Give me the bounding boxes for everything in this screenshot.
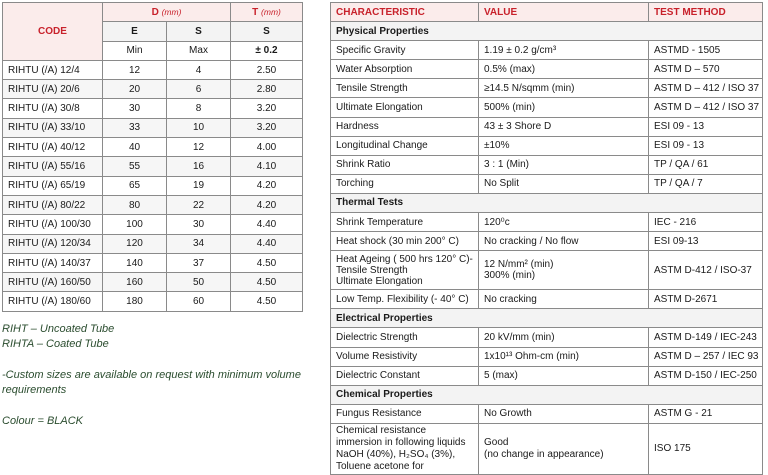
table-row xyxy=(331,347,763,366)
e-min-cell: 120 xyxy=(103,234,167,253)
code-cell: RIHTU (/A) 65/19 xyxy=(3,176,103,195)
characteristic-cell: Volume Resistivity xyxy=(331,347,479,366)
section-thermal: Thermal Tests xyxy=(331,193,763,212)
characteristic-cell: Specific Gravity xyxy=(331,41,479,60)
characteristic-cell: Water Absorption xyxy=(331,60,479,79)
header-value: VALUE xyxy=(479,3,649,22)
test-method-cell: TP / QA / 61 xyxy=(649,155,763,174)
heat-ageing-method: ASTM D-412 / ISO-37 xyxy=(649,251,763,290)
code-cell: RIHTU (/A) 180/60 xyxy=(3,292,103,311)
s-max-cell: 8 xyxy=(167,99,231,118)
characteristic-cell: Dielectric Constant xyxy=(331,366,479,385)
low-temp-method: ASTM D-2671 xyxy=(649,290,763,309)
table-row xyxy=(331,213,763,232)
table-row xyxy=(331,423,763,474)
limit-max: Max xyxy=(167,41,231,60)
d-header: D (mm) xyxy=(103,3,231,22)
characteristic-cell: Ultimate Elongation xyxy=(331,98,479,117)
t-cell: 3.20 xyxy=(231,118,303,137)
low-temp-characteristic: Low Temp. Flexibility (- 40° C) xyxy=(331,290,479,309)
value-cell: 0.5% (max) xyxy=(479,60,649,79)
e-min-cell: 80 xyxy=(103,195,167,214)
value-cell: 20 kV/mm (min) xyxy=(479,328,649,347)
value-cell: ≥14.5 N/sqmm (min) xyxy=(479,79,649,98)
table-row xyxy=(3,99,303,118)
characteristic-cell: Dielectric Strength xyxy=(331,328,479,347)
section-chemical: Chemical Properties xyxy=(331,385,763,404)
value-cell: 500% (min) xyxy=(479,98,649,117)
t-cell: 4.20 xyxy=(231,176,303,195)
table-row xyxy=(3,273,303,292)
s-max-cell: 22 xyxy=(167,195,231,214)
test-method-cell: TP / QA / 7 xyxy=(649,174,763,193)
s-max-cell: 10 xyxy=(167,118,231,137)
note-coated: RIHTA – Coated Tube xyxy=(2,338,109,350)
low-temp-value: No cracking xyxy=(479,290,649,309)
table-row xyxy=(331,366,763,385)
table-row xyxy=(331,155,763,174)
sub-header-s: S xyxy=(167,22,231,41)
value-cell: ±10% xyxy=(479,136,649,155)
code-cell: RIHTU (/A) 55/16 xyxy=(3,157,103,176)
characteristic-cell: Shrink Temperature xyxy=(331,213,479,232)
table-row xyxy=(3,253,303,272)
value-cell: 43 ± 3 Shore D xyxy=(479,117,649,136)
s-max-cell: 12 xyxy=(167,138,231,157)
table-row xyxy=(331,328,763,347)
value-cell: 3 : 1 (Min) xyxy=(479,155,649,174)
t-cell: 4.00 xyxy=(231,138,303,157)
code-cell: RIHTU (/A) 33/10 xyxy=(3,118,103,137)
section-physical: Physical Properties xyxy=(331,22,763,41)
heat-ageing-value: 12 N/mm² (min) 300% (min) xyxy=(479,251,649,290)
limit-min: Min xyxy=(103,41,167,60)
value-cell: No cracking / No flow xyxy=(479,232,649,251)
test-method-cell: ASTMD - 1505 xyxy=(649,41,763,60)
value-cell: 1x10¹³ Ohm-cm (min) xyxy=(479,347,649,366)
table-row xyxy=(331,290,763,309)
s-max-cell: 4 xyxy=(167,60,231,79)
table-row xyxy=(3,195,303,214)
t-cell: 4.50 xyxy=(231,292,303,311)
code-cell: RIHTU (/A) 120/34 xyxy=(3,234,103,253)
test-method-cell: ASTM D – 412 / ISO 37 xyxy=(649,79,763,98)
table-row xyxy=(3,138,303,157)
notes xyxy=(2,322,302,429)
test-method-cell: ASTM D-149 / IEC-243 xyxy=(649,328,763,347)
table-row xyxy=(3,80,303,99)
header-test-method: TEST METHOD xyxy=(649,3,763,22)
t-cell: 4.40 xyxy=(231,234,303,253)
characteristic-cell: Longitudinal Change xyxy=(331,136,479,155)
t-cell: 2.80 xyxy=(231,80,303,99)
table-row xyxy=(3,157,303,176)
e-min-cell: 33 xyxy=(103,118,167,137)
code-cell: RIHTU (/A) 100/30 xyxy=(3,215,103,234)
fungus-characteristic: Fungus Resistance xyxy=(331,404,479,423)
note-colour: Colour = BLACK xyxy=(2,415,84,427)
t-header: T (mm) xyxy=(231,3,303,22)
e-min-cell: 40 xyxy=(103,138,167,157)
t-cell: 4.50 xyxy=(231,253,303,272)
test-method-cell: ASTM D – 570 xyxy=(649,60,763,79)
table-row xyxy=(331,251,763,290)
limit-tolerance: ± 0.2 xyxy=(231,41,303,60)
header-characteristic: CHARACTERISTIC xyxy=(331,3,479,22)
characteristic-cell: Torching xyxy=(331,174,479,193)
table-row xyxy=(3,292,303,311)
s-max-cell: 60 xyxy=(167,292,231,311)
code-cell: RIHTU (/A) 140/37 xyxy=(3,253,103,272)
characteristic-cell: Tensile Strength xyxy=(331,79,479,98)
e-min-cell: 100 xyxy=(103,215,167,234)
chem-resist-value: Good (no change in appearance) xyxy=(479,423,649,474)
section-electrical: Electrical Properties xyxy=(331,309,763,328)
test-method-cell: ESI 09 - 13 xyxy=(649,136,763,155)
code-cell: RIHTU (/A) 80/22 xyxy=(3,195,103,214)
code-cell: RIHTU (/A) 160/50 xyxy=(3,273,103,292)
properties-table xyxy=(330,2,763,475)
e-min-cell: 12 xyxy=(103,60,167,79)
table-row xyxy=(331,41,763,60)
code-cell: RIHTU (/A) 30/8 xyxy=(3,99,103,118)
s-max-cell: 50 xyxy=(167,273,231,292)
t-cell: 4.20 xyxy=(231,195,303,214)
value-cell: No Split xyxy=(479,174,649,193)
s-max-cell: 30 xyxy=(167,215,231,234)
e-min-cell: 55 xyxy=(103,157,167,176)
table-row xyxy=(331,404,763,423)
table-row xyxy=(3,118,303,137)
s-max-cell: 19 xyxy=(167,176,231,195)
code-cell: RIHTU (/A) 12/4 xyxy=(3,60,103,79)
e-min-cell: 20 xyxy=(103,80,167,99)
note-custom: -Custom sizes are available on request with minimum volume requirements xyxy=(2,369,301,396)
table-row xyxy=(331,136,763,155)
e-min-cell: 65 xyxy=(103,176,167,195)
e-min-cell: 160 xyxy=(103,273,167,292)
size-codes-table xyxy=(2,2,303,312)
characteristic-cell: Heat shock (30 min 200° C) xyxy=(331,232,479,251)
table-row xyxy=(3,176,303,195)
table-row xyxy=(331,60,763,79)
code-header: CODE xyxy=(3,3,103,61)
test-method-cell: ESI 09-13 xyxy=(649,232,763,251)
s-max-cell: 37 xyxy=(167,253,231,272)
chem-resist-characteristic: Chemical resistance immersion in following liquids NaOH (40%), H₂SO₄ (3%), Toluene acetone for xyxy=(331,423,479,474)
note-uncoated: RIHT – Uncoated Tube xyxy=(2,323,115,335)
test-method-cell: ESI 09 - 13 xyxy=(649,117,763,136)
heat-ageing-characteristic: Heat Ageing ( 500 hrs 120° C)- Tensile Strength Ultimate Elongation xyxy=(331,251,479,290)
table-row xyxy=(331,98,763,117)
t-cell: 2.50 xyxy=(231,60,303,79)
s-max-cell: 34 xyxy=(167,234,231,253)
table-row xyxy=(3,215,303,234)
chem-resist-method: ISO 175 xyxy=(649,423,763,474)
t-cell: 4.50 xyxy=(231,273,303,292)
s-max-cell: 6 xyxy=(167,80,231,99)
value-cell: 5 (max) xyxy=(479,366,649,385)
e-min-cell: 140 xyxy=(103,253,167,272)
table-row xyxy=(3,234,303,253)
test-method-cell: IEC - 216 xyxy=(649,213,763,232)
s-max-cell: 16 xyxy=(167,157,231,176)
table-row xyxy=(331,232,763,251)
value-cell: 1.19 ± 0.2 g/cm³ xyxy=(479,41,649,60)
value-cell: 120⁰c xyxy=(479,213,649,232)
fungus-value: No Growth xyxy=(479,404,649,423)
e-min-cell: 180 xyxy=(103,292,167,311)
t-cell: 4.40 xyxy=(231,215,303,234)
t-cell: 4.10 xyxy=(231,157,303,176)
fungus-method: ASTM G - 21 xyxy=(649,404,763,423)
table-row xyxy=(331,174,763,193)
characteristic-cell: Shrink Ratio xyxy=(331,155,479,174)
sub-header-e: E xyxy=(103,22,167,41)
test-method-cell: ASTM D – 257 / IEC 93 xyxy=(649,347,763,366)
code-cell: RIHTU (/A) 20/6 xyxy=(3,80,103,99)
e-min-cell: 30 xyxy=(103,99,167,118)
test-method-cell: ASTM D – 412 / ISO 37 xyxy=(649,98,763,117)
table-row xyxy=(331,117,763,136)
sub-header-t: S xyxy=(231,22,303,41)
characteristic-cell: Hardness xyxy=(331,117,479,136)
test-method-cell: ASTM D-150 / IEC-250 xyxy=(649,366,763,385)
table-row xyxy=(331,79,763,98)
table-row xyxy=(3,60,303,79)
code-cell: RIHTU (/A) 40/12 xyxy=(3,138,103,157)
t-cell: 3.20 xyxy=(231,99,303,118)
